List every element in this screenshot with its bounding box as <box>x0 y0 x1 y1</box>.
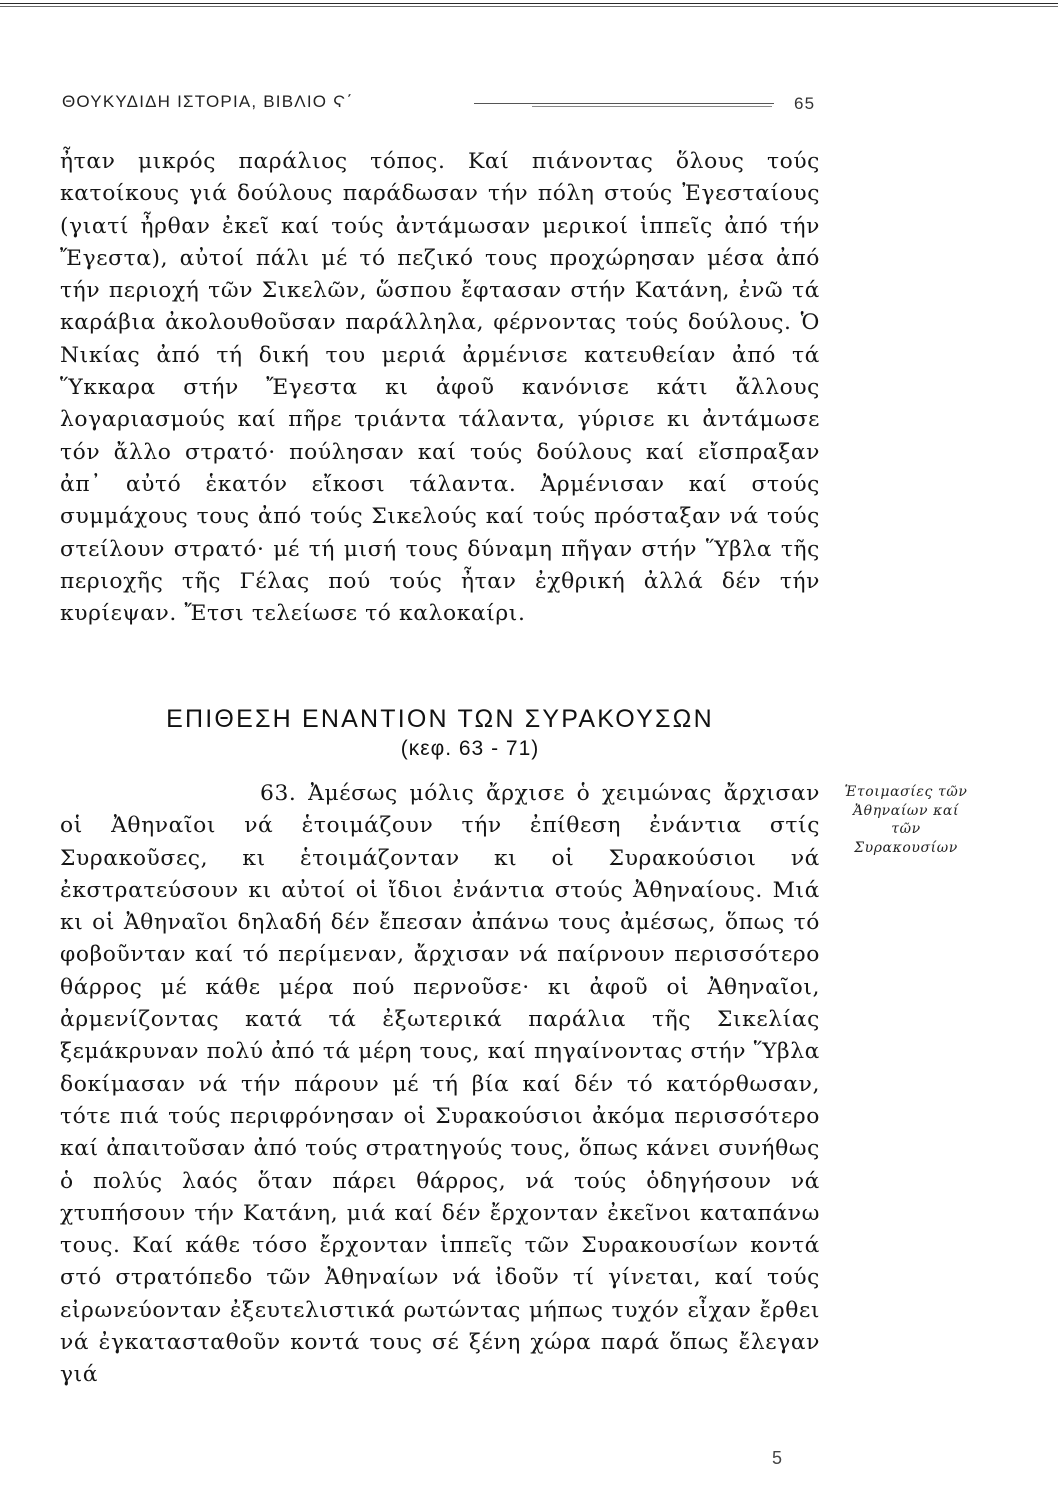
running-header <box>62 92 822 116</box>
paragraph-block-1 <box>60 146 820 630</box>
running-title: ΘΟΥΚΥΔΙΔΗ ΙΣΤΟΡΙΑ, ΒΙΒΛΙΟ Ϛ΄ <box>62 92 354 111</box>
section-title: ΕΠΙΘΕΣΗ ΕΝΑΝΤΙΟΝ ΤΩΝ ΣΥΡΑΚΟΥΣΩΝ <box>166 705 714 733</box>
signature-mark: 5 <box>772 1448 783 1468</box>
margin-sidenote: Ἑτοιμασίες τῶν Ἀθηναίων καί τῶν Συρακουσίων <box>844 784 968 856</box>
header-rule-secondary <box>532 106 772 107</box>
paragraph-block-2 <box>60 778 820 1392</box>
section-heading <box>60 703 820 763</box>
section-subtitle: (κεφ. 63 - 71) <box>400 737 540 760</box>
paragraph: 63. Ἀμέσως μόλις ἄρχισε ὁ χειμώνας ἄρχισαν οἱ Ἀθηναῖοι νά ἑτοιμάζουν τήν ἐπίθεση ἐνάντια στίς Συρακοῦσες, κι ἑτοιμάζονταν κι οἱ Συρακούσιοι νά ἐκστρατεύσουν κι αὐτοί οἱ ἴδιοι ἐνάντια στούς Ἀθηναίους. Μιά κι οἱ Ἀθηναῖοι δηλαδή δέν ἔπεσαν ἀπάνω τους ἀμέσως, ὅπως τό φοβοῦνταν καί τό περίμεναν, ἄρχισαν νά παίρνουν περισσότερο θάρρος μέ κάθε μέρα πού περνοῦσε· κι ἀφοῦ οἱ Ἀθηναῖοι, ἀρμενίζοντας κατά τά ἐξωτερικά παράλια τῆς Σικελίας ξεμάκρυναν πολύ ἀπό τά μέρη τους, καί πηγαίνοντας στήν Ὕβλα δοκίμασαν νά τήν πάρουν μέ τή βία καί δέν τό κατόρθωσαν, τότε πιά τούς περιφρόνησαν οἱ Συρακούσιοι ἀκόμα περισσότερο καί ἀπαιτοῦσαν ἀπό τούς στρατηγούς τους, ὅπως κάνει συνήθως ὁ πολύς λαός ὅταν πάρει θάρρος, νά τούς ὁδηγήσουν νά χτυπήσουν τήν Κατάνη, μιά καί δέν ἔρχονταν ἐκεῖνοι καταπάνω τους. Καί κάθε τόσο ἔρχονταν ἱππεῖς τῶν Συρακουσίων κοντά στό στρατόπεδο τῶν Ἀθηναίων νά ἰδοῦν τί γίνεται, καί τούς εἰρωνεύονταν ἐξευτελιστικά ρωτώντας μήπως τυχόν εἶχαν ἔρθει νά ἐγκατασταθοῦν κοντά τους σέ ξένη χώρα παρά ὅπως ἔλεγαν γιά <box>60 781 820 1388</box>
page-number: 65 <box>794 94 816 113</box>
top-border-rule <box>0 0 1058 9</box>
header-rule <box>474 103 774 104</box>
paragraph: ἦταν μικρός παράλιος τόπος. Καί πιάνοντας ὅλους τούς κατοίκους γιά δούλους παράδωσαν τήν πόλη στούς Ἐγεσταίους (γιατί ἦρθαν ἐκεῖ καί τούς ἀντάμωσαν μερικοί ἱππεῖς ἀπό τήν Ἔγεστα), αὐτοί πάλι μέ τό πεζικό τους προχώρησαν μέσα ἀπό τήν περιοχή τῶν Σικελῶν, ὥσπου ἔφτασαν στήν Κατάνη, ἐνῶ τά καράβια ἀκολουθοῦσαν παράλληλα, φέρνοντας τούς δούλους. Ὁ Νικίας ἀπό τή δική του μεριά ἀρμένισε κατευθείαν ἀπό τά Ὕκκαρα στήν Ἔγεστα κι ἀφοῦ κανόνισε κάτι ἄλλους λογαριασμούς καί πῆρε τριάντα τάλαντα, γύρισε κι ἀντάμωσε τόν ἄλλο στρατό· πούλησαν καί τούς δούλους καί εἴσπραξαν ἀπ᾽ αὐτό ἑκατόν εἴκοσι τάλαντα. Ἀρμένισαν καί στούς συμμάχους τους ἀπό τούς Σικελούς καί τούς πρόσταξαν νά τούς στείλουν στρατό· μέ τή μισή τους δύναμη πῆγαν στήν Ὕβλα τῆς περιοχῆς τῆς Γέλας πού τούς ἦταν ἐχθρική ἀλλά δέν τήν κυρίεψαν. Ἔτσι τελείωσε τό καλοκαίρι. <box>60 149 820 627</box>
